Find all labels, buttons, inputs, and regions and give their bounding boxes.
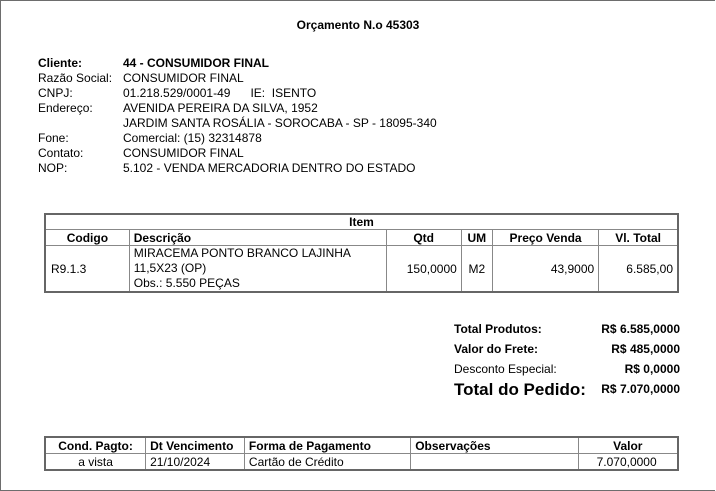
endereco-line2: JARDIM SANTA ROSÁLIA - SOROCABA - SP - 18095-340	[123, 116, 437, 130]
col-header-um: UM	[461, 230, 492, 246]
pay-cell-valor: 7.070,0000	[578, 454, 678, 471]
pay-header-vencimento: Dt Vencimento	[146, 437, 245, 454]
items-table	[44, 213, 679, 293]
razao-row	[38, 71, 437, 86]
pay-cell-vencimento: 21/10/2024	[146, 454, 245, 471]
endereco-row-2	[38, 116, 437, 131]
col-header-codigo: Codigo	[45, 230, 129, 246]
cell-descricao	[129, 246, 386, 293]
contato-label: Contato:	[38, 146, 84, 160]
nop-value: 5.102 - VENDA MERCADORIA DENTRO DO ESTADO	[123, 161, 416, 175]
frete-row	[454, 342, 680, 362]
cnpj-row	[38, 86, 437, 101]
contato-row	[38, 146, 437, 161]
total-produtos-row	[454, 322, 680, 342]
endereco-line1: AVENIDA PEREIRA DA SILVA, 1952	[123, 101, 318, 115]
desconto-value: R$ 0,0000	[624, 362, 680, 376]
pay-header-observacoes: Observações	[411, 437, 578, 454]
ie-value: ISENTO	[271, 86, 317, 100]
totals-block	[454, 322, 680, 402]
frete-label: Valor do Frete:	[454, 342, 539, 356]
total-pedido-value: R$ 7.070,0000	[601, 382, 680, 396]
total-pedido-label: Total do Pedido:	[454, 380, 586, 399]
table-row	[45, 454, 678, 471]
razao-label: Razão Social:	[38, 71, 113, 85]
desconto-label: Desconto Especial:	[454, 362, 557, 376]
total-produtos-value: R$ 6.585,0000	[601, 322, 680, 336]
nop-row	[38, 161, 437, 176]
payment-table	[44, 436, 679, 471]
total-produtos-label: Total Produtos:	[454, 322, 542, 336]
descricao-line-1: MIRACEMA PONTO BRANCO LAJINHA	[133, 246, 351, 260]
pay-header-forma: Forma de Pagamento	[244, 437, 410, 454]
pay-cell-forma: Cartão de Crédito	[244, 454, 410, 471]
cnpj-label: CNPJ:	[38, 86, 73, 100]
fone-label: Fone:	[38, 131, 69, 145]
fone-value: Comercial: (15) 32314878	[123, 131, 262, 145]
pay-header-cond: Cond. Pagto:	[45, 437, 146, 454]
pay-header-valor: Valor	[578, 437, 678, 454]
endereco-row	[38, 101, 437, 116]
ie-label: IE:	[250, 86, 266, 100]
col-header-vl-total: Vl. Total	[599, 230, 678, 246]
endereco-label: Endereço:	[38, 101, 93, 115]
total-pedido-row	[454, 382, 680, 402]
descricao-obs: Obs.: 5.550 PEÇAS	[133, 276, 240, 290]
nop-label: NOP:	[38, 161, 68, 175]
customer-info	[38, 56, 437, 176]
descricao-line-2: 11,5X23 (OP)	[133, 261, 207, 275]
cell-um: M2	[461, 246, 492, 293]
cell-qtd: 150,0000	[386, 246, 461, 293]
table-row	[45, 246, 678, 293]
cell-vl-total: 6.585,00	[599, 246, 678, 293]
frete-value: R$ 485,0000	[611, 342, 680, 356]
client-value: 44 - CONSUMIDOR FINAL	[123, 56, 270, 70]
cnpj-value: 01.218.529/0001-49	[123, 86, 231, 100]
razao-value: CONSUMIDOR FINAL	[123, 71, 244, 85]
pay-cell-cond: a vista	[45, 454, 146, 471]
quote-title: Orçamento N.o 45303	[296, 18, 420, 32]
cell-codigo: R9.1.3	[45, 246, 129, 293]
cell-preco-venda: 43,9000	[492, 246, 598, 293]
client-row	[38, 56, 437, 71]
pay-cell-observacoes	[411, 454, 578, 471]
items-group-header: Item	[45, 214, 678, 230]
fone-row	[38, 131, 437, 146]
col-header-descricao: Descrição	[129, 230, 386, 246]
client-label: Cliente:	[38, 56, 83, 70]
contato-value: CONSUMIDOR FINAL	[123, 146, 244, 160]
col-header-preco-venda: Preço Venda	[492, 230, 598, 246]
desconto-row	[454, 362, 680, 382]
col-header-qtd: Qtd	[386, 230, 461, 246]
